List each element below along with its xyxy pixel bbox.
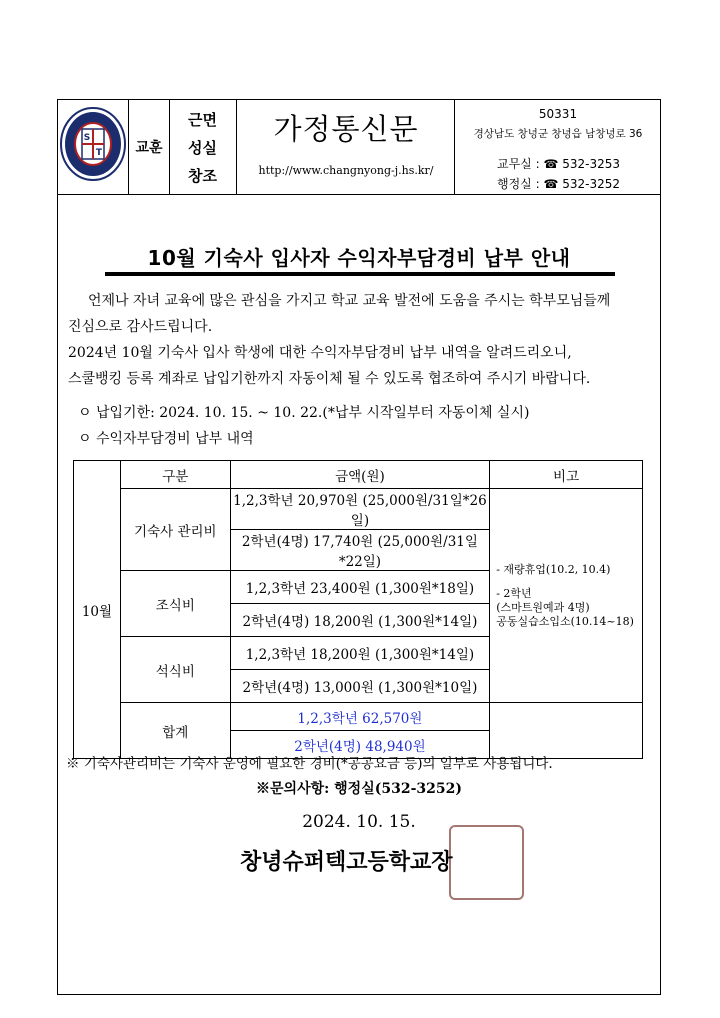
school-emblem-icon [59,105,127,183]
body-paragraph: 2024년 10월 기숙사 입사 학생에 대한 수익자부담경비 납부 내역을 알려드리오니, [68,345,572,361]
header-remarks: 비고 [490,461,643,489]
amount-cell: 1,2,3학년 18,200원 (1,300원*14일) [230,637,490,670]
table-row [74,489,643,530]
amount-cell: 2학년(4명) 18,200원 (1,300원*14일) [230,604,490,637]
school-address: 경상남도 창녕군 창녕읍 남창녕로 36 [473,128,643,140]
payment-deadline: ㅇ 납입기한: 2024. 10. 15. ~ 10. 22.(*납부 시작일부터 자동이체 실시) [78,405,530,421]
amount-cell: 2학년(4명) 17,740원 (25,000원/31일*22일) [230,530,490,571]
remarks-cell [490,489,643,703]
table-header-row [74,461,643,489]
motto-words [170,105,235,189]
amount-cell: 1,2,3학년 23,400원 (1,300원*18일) [230,571,490,604]
school-url[interactable]: http://www.changnyong-j.hs.kr/ [258,164,434,177]
total-amount-cell: 2학년(4명) 48,940원 [230,731,490,759]
remark-line: - 2학년 [496,586,532,600]
tel-academic-office: 교무실 : ☎ 532-3253 [497,157,620,171]
issue-date: 2024. 10. 15. [302,812,416,832]
principal-signature: 창녕슈퍼텍고등학교장 [240,850,453,875]
month-cell: 10월 [74,461,121,759]
empty-remarks-cell [490,703,643,759]
official-seal-icon [449,825,524,900]
remark-line: (스마트원예과 4명) [496,600,590,614]
amount-cell: 1,2,3학년 20,970원 (25,000원/31일*26일) [230,489,490,530]
usage-note: ※ 기숙사관리비는 기숙사 운영에 필요한 경비(*공공요금 등)의 일부로 사용됩니다. [66,756,553,772]
motto-label: 교훈 [135,139,163,156]
total-row [74,703,643,731]
body-paragraph: 언제나 자녀 교육에 많은 관심을 가지고 학교 교육 발전에 도움을 주시는 학부모님들께 [88,293,611,309]
remark-line: - 재량휴업(10.2, 10.4) [496,562,611,576]
breakdown-label: ㅇ 수익자부담경비 납부 내역 [78,431,254,447]
emblem-letter-t: T [95,148,103,158]
fee-table [73,460,643,759]
total-amount-cell: 1,2,3학년 62,570원 [230,703,490,731]
postal-code: 50331 [538,107,578,121]
header-category: 구분 [120,461,230,489]
motto-word: 성실 [188,138,217,157]
inquiry-contact: ※문의사항: 행정실(532-3252) [256,781,462,797]
motto-word: 근면 [188,110,217,129]
newsletter-title: 가정통신문 [273,112,419,146]
body-paragraph: 스쿨뱅킹 등록 계좌로 납입기한까지 자동이체 될 수 있도록 협조하여 주시기 바랍니다. [68,371,591,387]
total-category-cell: 합계 [120,703,230,759]
remark-line: 공동실습소입소(10.14~18) [496,614,634,628]
amount-cell: 2학년(4명) 13,000원 (1,300원*10일) [230,670,490,703]
emblem-letter-s: S [83,133,91,143]
heading-underline [105,272,615,276]
body-paragraph: 진심으로 감사드립니다. [68,319,213,335]
notice-heading: 10월 기숙사 입사자 수익자부담경비 납부 안내 [147,246,571,270]
header-amount: 금액(원) [230,461,490,489]
category-cell: 기숙사 관리비 [120,489,230,571]
letterhead [57,99,661,195]
category-cell: 조식비 [120,571,230,637]
tel-admin-office: 행정실 : ☎ 532-3252 [497,177,620,191]
motto-word: 창조 [188,166,217,185]
category-cell: 석식비 [120,637,230,703]
